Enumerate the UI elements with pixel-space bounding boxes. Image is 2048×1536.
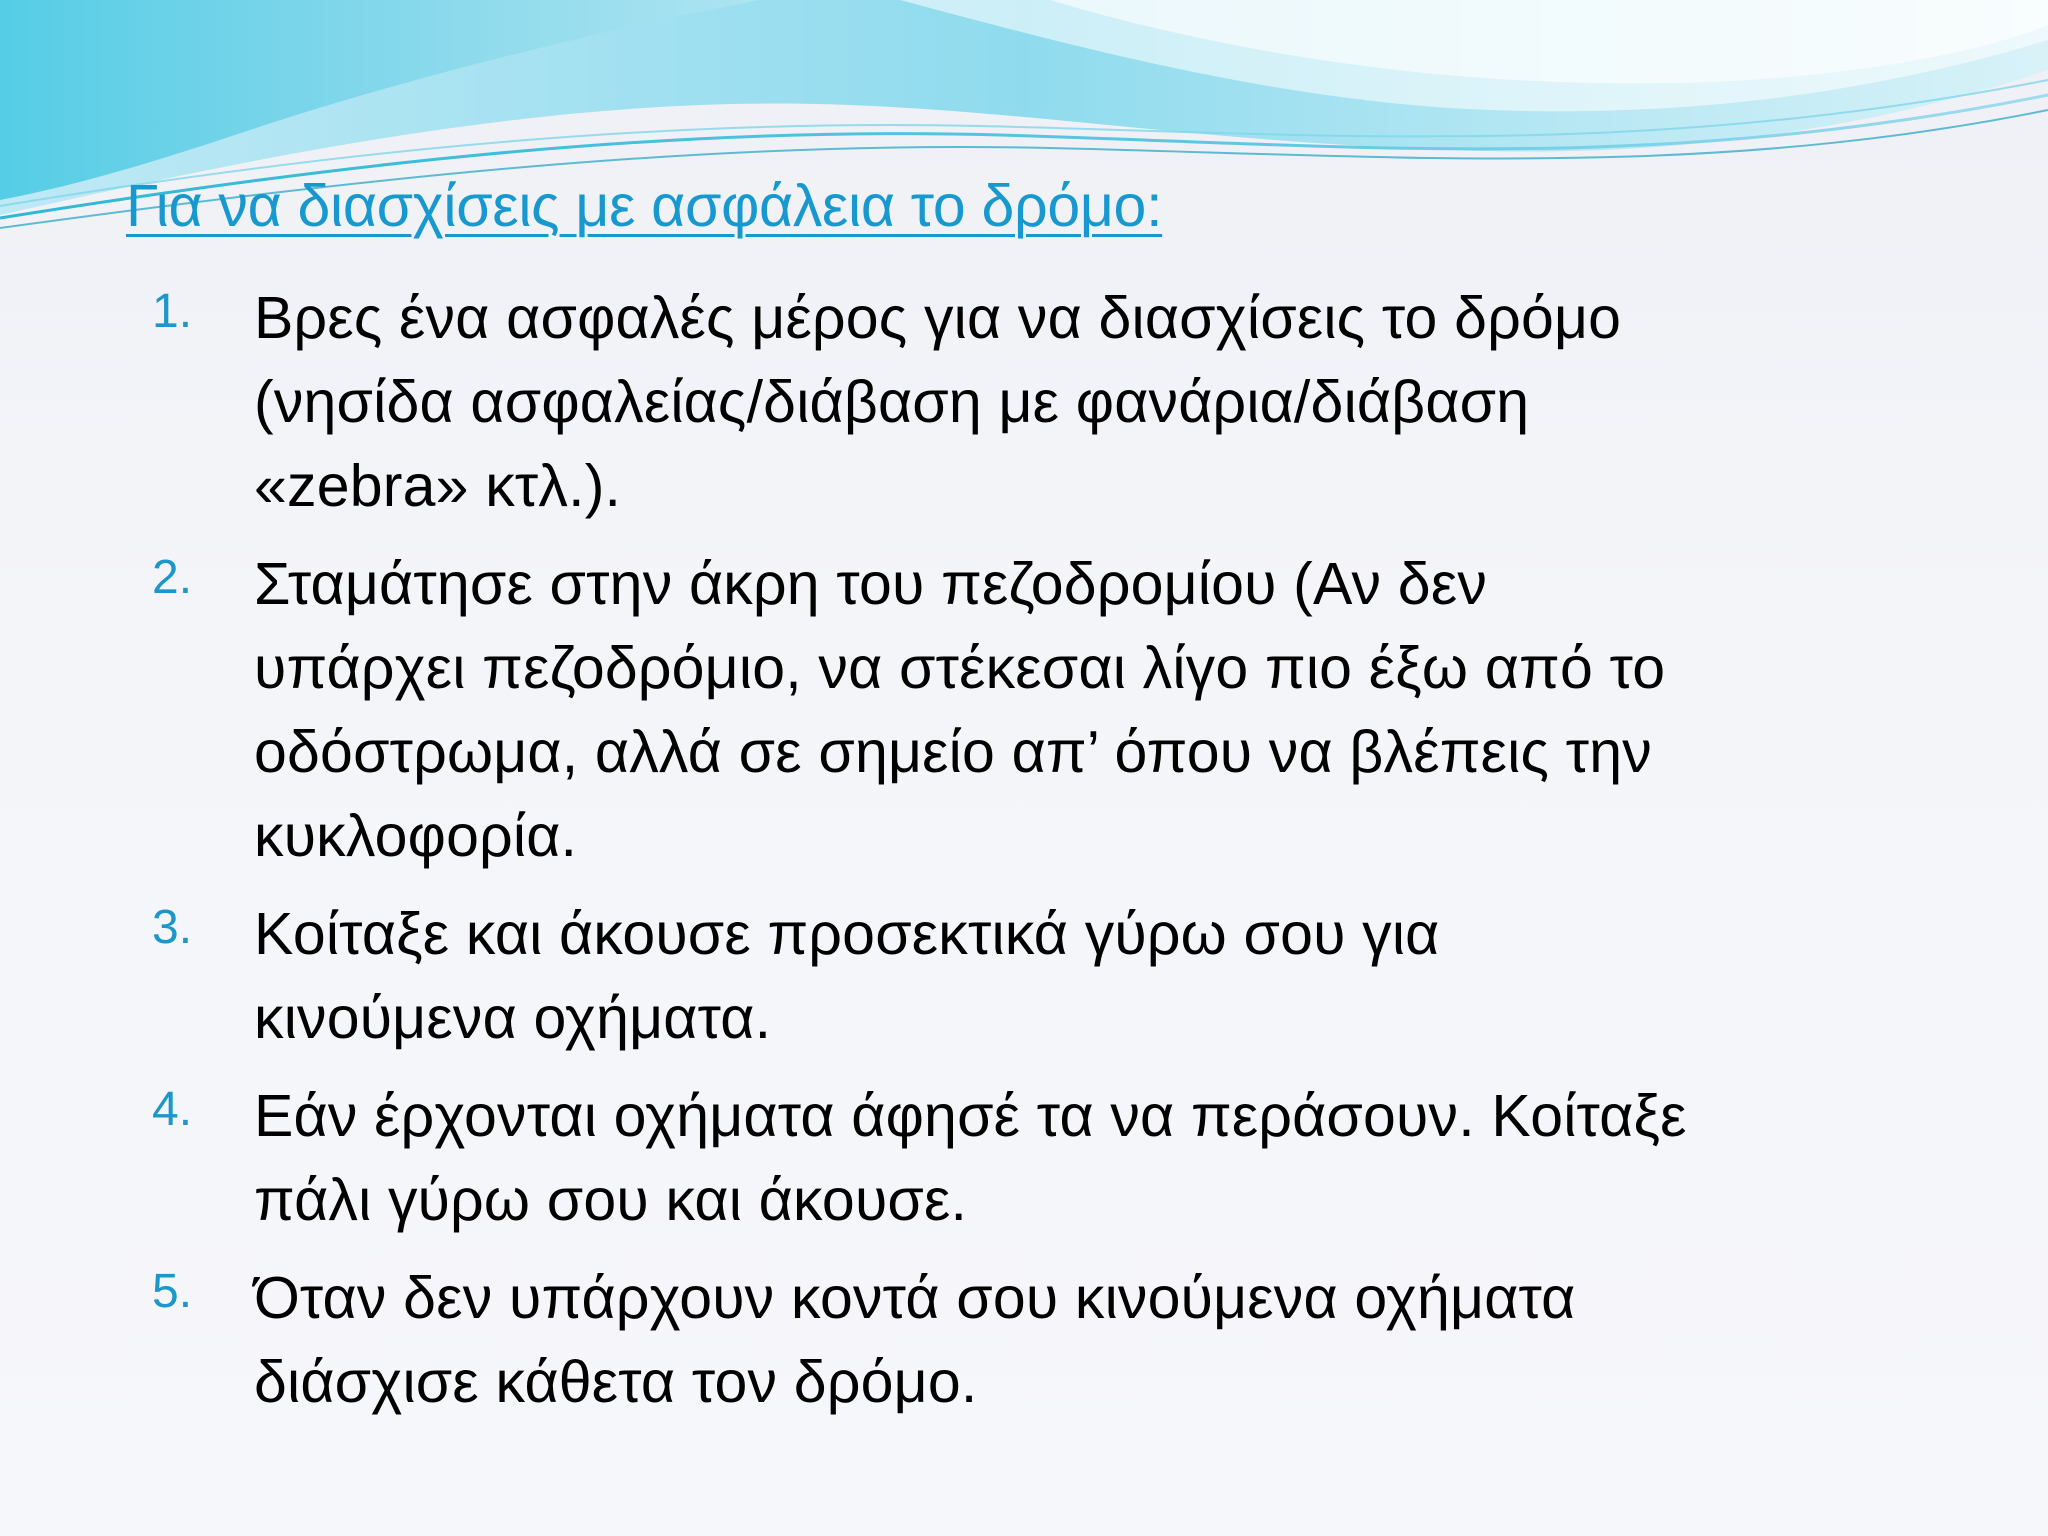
list-item — [140, 542, 2020, 878]
list-item — [140, 1074, 2020, 1242]
list-item-line: υπάρχει πεζοδρόμιο, να στέκεσαι λίγο πιο έξω από το — [254, 635, 1666, 701]
list-item-line: Σταμάτησε στην άκρη του πεζοδρομίου (Αν δεν — [254, 551, 1488, 617]
list-item — [140, 892, 2020, 1060]
list-item-line: διάσχισε κάθετα τον δρόμο. — [254, 1349, 978, 1415]
list-item-line: κινούμενα οχήματα. — [254, 985, 772, 1051]
list-item — [140, 1256, 2020, 1424]
list-item-line: (νησίδα ασφαλείας/διάβαση με φανάρια/διάβαση — [254, 369, 1530, 435]
list-item-number: 4. — [152, 1083, 193, 1136]
list-item-line: Κοίταξε και άκουσε προσεκτικά γύρω σου για — [254, 901, 1440, 967]
list-item-line: «zebra» κτλ.). — [254, 453, 622, 519]
list-item-line: πάλι γύρω σου και άκουσε. — [254, 1167, 968, 1233]
list-item-number: 5. — [152, 1265, 193, 1318]
instructions-list — [140, 276, 2020, 1438]
list-item-line: Βρες ένα ασφαλές μέρος για να διασχίσεις το δρόμο — [254, 285, 1622, 351]
list-item-line: Εάν έρχονται οχήματα άφησέ τα να περάσουν. Κοίταξε — [254, 1083, 1687, 1149]
list-item-number: 1. — [152, 285, 193, 338]
slide-title: Για να διασχίσεις με ασφάλεια το δρόμο: — [126, 173, 1163, 239]
list-item-number: 3. — [152, 901, 193, 954]
list-item-number: 2. — [152, 551, 193, 604]
list-item-line: Όταν δεν υπάρχουν κοντά σου κινούμενα οχήματα — [254, 1265, 1576, 1331]
list-item — [140, 276, 2020, 528]
list-item-line: κυκλοφορία. — [254, 803, 578, 869]
list-item-line: οδόστρωμα, αλλά σε σημείο απ’ όπου να βλέπεις την — [254, 719, 1652, 785]
